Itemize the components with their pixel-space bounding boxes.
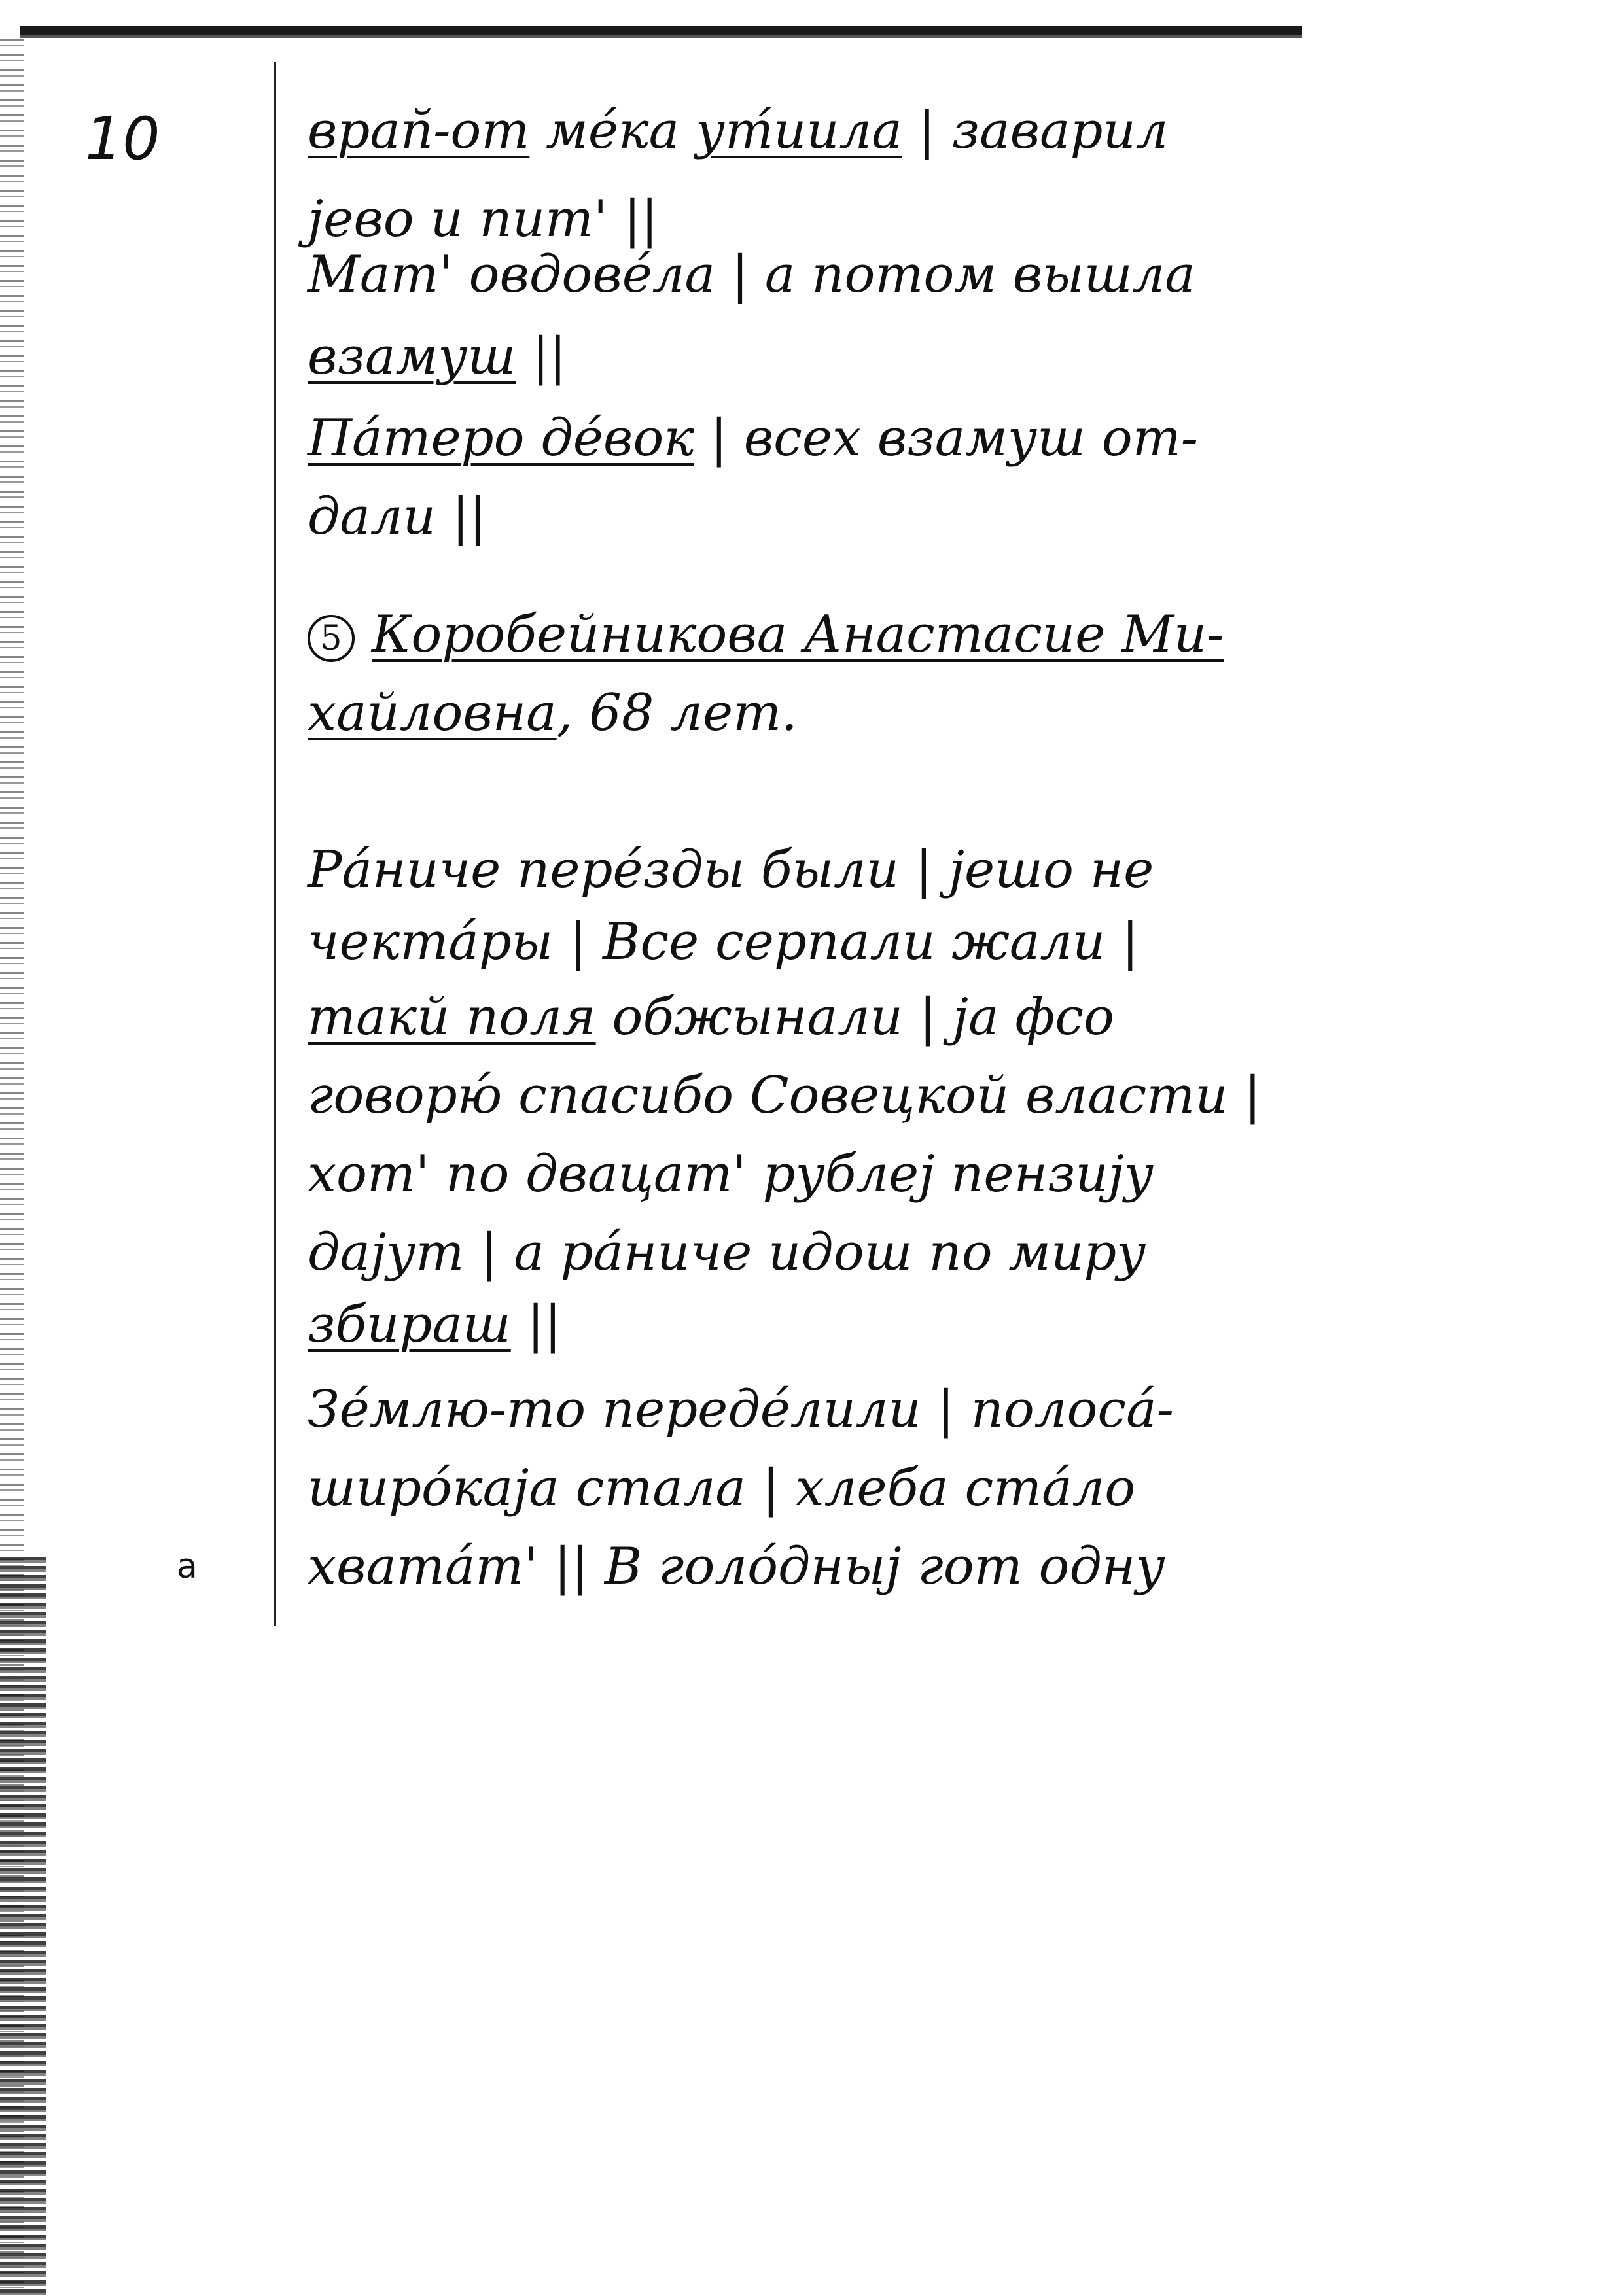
speaker-name-cont: хайловна: [308, 684, 557, 742]
speaker-name: Коробейникова Анастасие Ми-: [372, 605, 1224, 664]
text-line: дали ||: [308, 487, 487, 546]
text-line: jево и пит' ||: [308, 190, 658, 249]
text-line: чекта́ры | Все серпали жали |: [308, 913, 1139, 971]
text-line: Па́теро де́вок | всех взамуш от-: [308, 409, 1199, 468]
page-number: 10: [85, 105, 160, 173]
text-line: даjут | а ра́ниче идош по миру: [308, 1223, 1146, 1282]
scan-left-edge-dark: [0, 1557, 46, 2296]
margin-note: a: [177, 1547, 198, 1586]
margin-rule: [274, 62, 276, 1626]
text-line: широ́каjа стала | хлеба ста́ло: [308, 1459, 1136, 1518]
text-line: Мат' овдове́ла | а потом вышла: [308, 245, 1195, 304]
speaker-age: , 68 лет.: [556, 684, 798, 742]
scan-top-edge: [20, 26, 1302, 44]
text-line: взамуш ||: [308, 327, 567, 386]
speaker-heading-cont: [308, 680, 1302, 746]
text-line: Зе́млю-то переде́лили | полоса́-: [308, 1380, 1174, 1439]
text-line: говорю́ спасибо Совецкой власти |: [308, 1066, 1262, 1125]
text-line: врап̆-от ме́ка ут́иила | заварил: [308, 101, 1169, 160]
text-line: хот' по двацат' рублеj пензиjу: [308, 1145, 1154, 1204]
text-line: збираш ||: [308, 1295, 562, 1354]
speaker-heading: [308, 602, 1302, 667]
text-line: такй поля обжынали | jа фсо: [308, 988, 1114, 1047]
speaker-number: 5: [308, 615, 355, 662]
text-line: Ра́ниче пере́зды были | jешо не: [308, 841, 1154, 899]
text-line: хвата́т' || В голо́дныj гот одну: [308, 1537, 1165, 1596]
